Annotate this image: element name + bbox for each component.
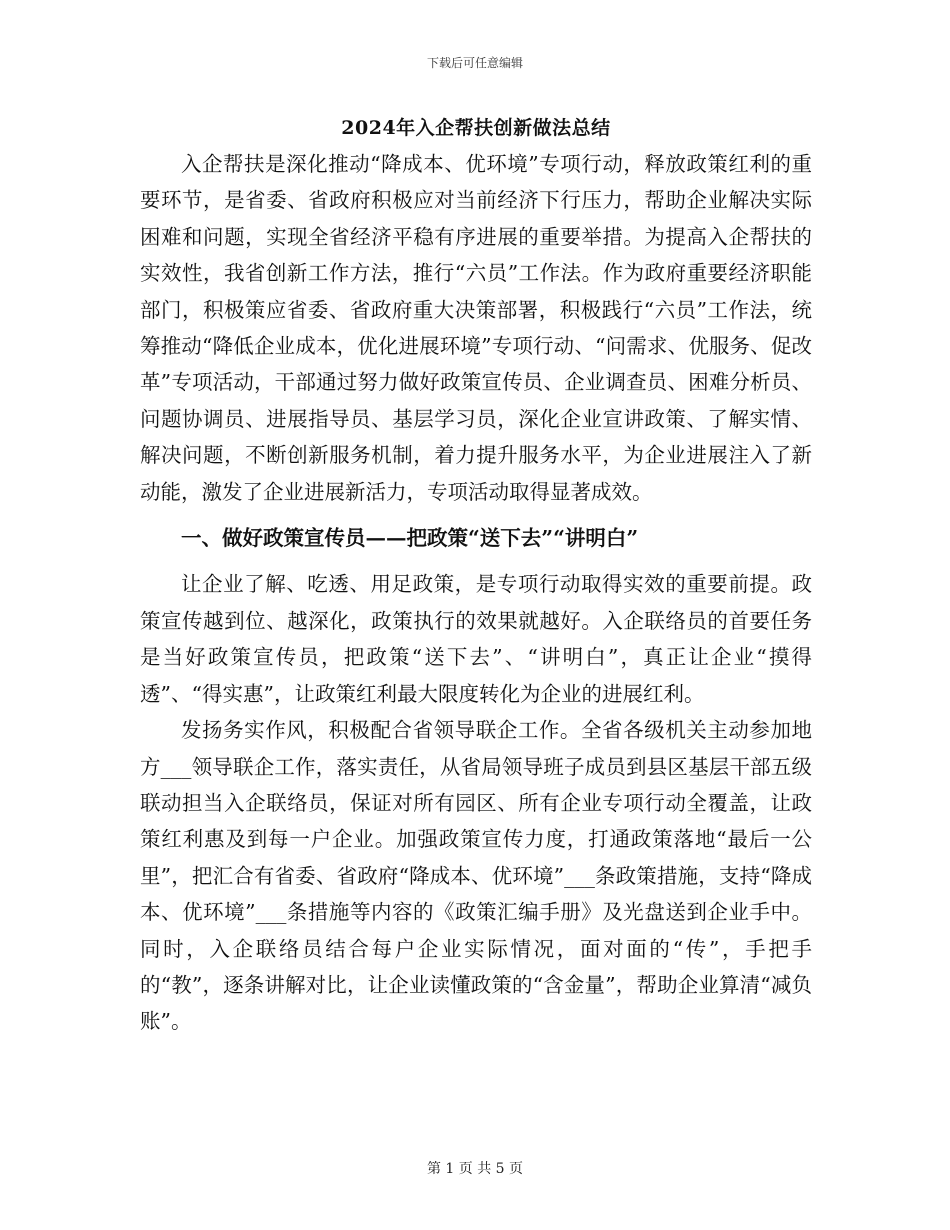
section-paragraph: 让企业了解、吃透、用足政策，是专项行动取得实效的重要前提。政策宣传越到位、越深化，政策执行的效果就越好。入企联络员的首要任务是当好政策宣传员，把政策“送下去”、“讲明白”，真正让企业“摸得透”、“得实惠”，让政策红利最大限度转化为企业的进展红利。 bbox=[140, 572, 812, 706]
document-body bbox=[140, 110, 812, 1040]
page-footer: 第 1 页 共 5 页 bbox=[426, 1161, 524, 1177]
intro-paragraph: 入企帮扶是深化推动“降成本、优环境”专项行动，释放政策红利的重要环节，是省委、省政府积极应对当前经济下行压力，帮助企业解决实际困难和问题，实现全省经济平稳有序进展的重要举措。为提高入企帮扶的实效性，我省创新工作方法，推行“六员”工作法。作为政府重要经济职能部门，积极策应省委、省政府重大决策部署，积极践行“六员”工作法，统筹推动“降低企业成本，优化进展环境”专项行动、“问需求、优服务、促改革”专项活动，干部通过努力做好政策宣传员、企业调查员、困难分析员、问题协调员、进展指导员、基层学习员，深化企业宣讲政策、了解实情、解决问题，不断创新服务机制，着力提升服务水平，为企业进展注入了新动能，激发了企业进展新活力，专项活动取得显著成效。 bbox=[140, 152, 812, 504]
document-title: 2024年入企帮扶创新做法总结 bbox=[341, 117, 611, 139]
header-note: 下载后可任意编辑 bbox=[426, 56, 523, 70]
section-heading: 一、做好政策宣传员——把政策“送下去”“讲明白” bbox=[181, 526, 639, 551]
section-paragraph: 发扬务实作风，积极配合省领导联企工作。全省各级机关主动参加地方___领导联企工作，落实责任，从省局领导班子成员到县区基层干部五级联动担当入企联络员，保证对所有园区、所有企业专项行动全覆盖，让政策红利惠及到每一户企业。加强政策宣传力度，打通政策落地“最后一公里”，把汇合有省委、省政府“降成本、优环境”___条政策措施，支持“降成本、优环境”___条措施等内容的《政策汇编手册》及光盘送到企业手中。同时，入企联络员结合每户企业实际情况，面对面的“传”，手把手的“教”，逐条讲解对比，让企业读懂政策的“含金量”，帮助企业算清“减负账”。 bbox=[140, 718, 812, 1034]
